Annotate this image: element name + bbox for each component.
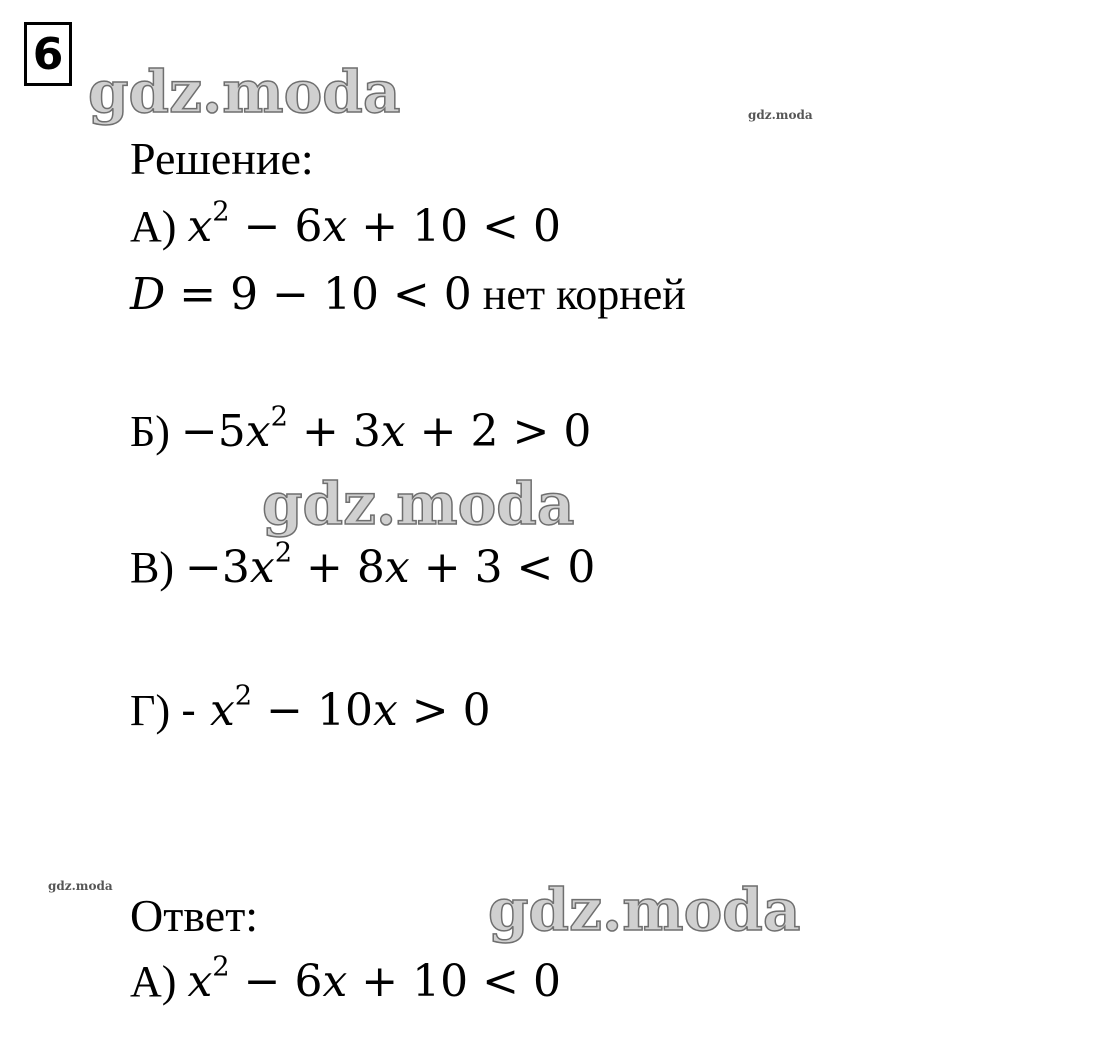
math-text: − 10	[252, 685, 373, 736]
variable: x	[380, 406, 406, 457]
variable: x	[322, 956, 348, 1007]
watermark-logo: gdz.moda	[88, 58, 401, 126]
math-text: + 3 < 0	[409, 542, 596, 593]
solution-item-v	[130, 537, 596, 593]
variable: x	[322, 201, 348, 252]
item-label: Г)	[130, 686, 171, 735]
exponent: 2	[274, 537, 293, 569]
math-expression	[185, 537, 596, 593]
math-expression	[180, 401, 592, 457]
item-label: А)	[130, 957, 177, 1006]
exponent: 2	[212, 951, 230, 983]
item-label: В)	[130, 543, 174, 592]
variable: x	[372, 685, 398, 736]
math-expression	[187, 951, 561, 1007]
math-expression	[130, 269, 472, 320]
exponent: 2	[212, 196, 230, 228]
discriminant-note: нет корней	[482, 270, 686, 319]
solution-item-b	[130, 401, 592, 457]
math-text: + 8	[292, 542, 385, 593]
math-text: + 3	[287, 406, 381, 457]
watermark-logo: gdz.moda	[488, 876, 801, 944]
variable: x	[209, 685, 235, 736]
solution-discriminant	[130, 269, 686, 320]
answer-heading: Ответ:	[130, 890, 259, 941]
math-text: −3	[185, 542, 250, 593]
math-text: = 9 − 10 < 0	[165, 269, 472, 320]
math-expression	[187, 196, 561, 252]
solution-item-g	[130, 680, 491, 736]
variable: x	[245, 406, 271, 457]
exponent: 2	[270, 401, 288, 433]
item-label: А)	[130, 202, 177, 251]
exponent: 2	[234, 680, 253, 712]
variable: x	[384, 542, 410, 593]
math-expression	[181, 680, 491, 736]
variable: x	[187, 201, 213, 252]
math-text: −5	[180, 406, 246, 457]
math-text: -	[181, 685, 210, 736]
watermark-small: gdz.moda	[748, 108, 813, 122]
task-number-badge: 6	[24, 22, 72, 86]
item-label: Б)	[130, 407, 170, 456]
math-text: + 2 > 0	[405, 406, 592, 457]
variable: x	[249, 542, 275, 593]
math-text: + 10 < 0	[347, 201, 561, 252]
watermark-logo: gdz.moda	[262, 470, 575, 538]
math-text: + 10 < 0	[347, 956, 561, 1007]
math-text: > 0	[397, 685, 491, 736]
solution-item-a	[130, 196, 561, 252]
variable: x	[187, 956, 213, 1007]
watermark-small: gdz.moda	[48, 879, 113, 893]
math-text: − 6	[229, 201, 323, 252]
solution-heading: Решение:	[130, 133, 314, 184]
answer-item-a	[130, 951, 561, 1007]
math-text: − 6	[229, 956, 323, 1007]
variable: D	[130, 269, 166, 320]
